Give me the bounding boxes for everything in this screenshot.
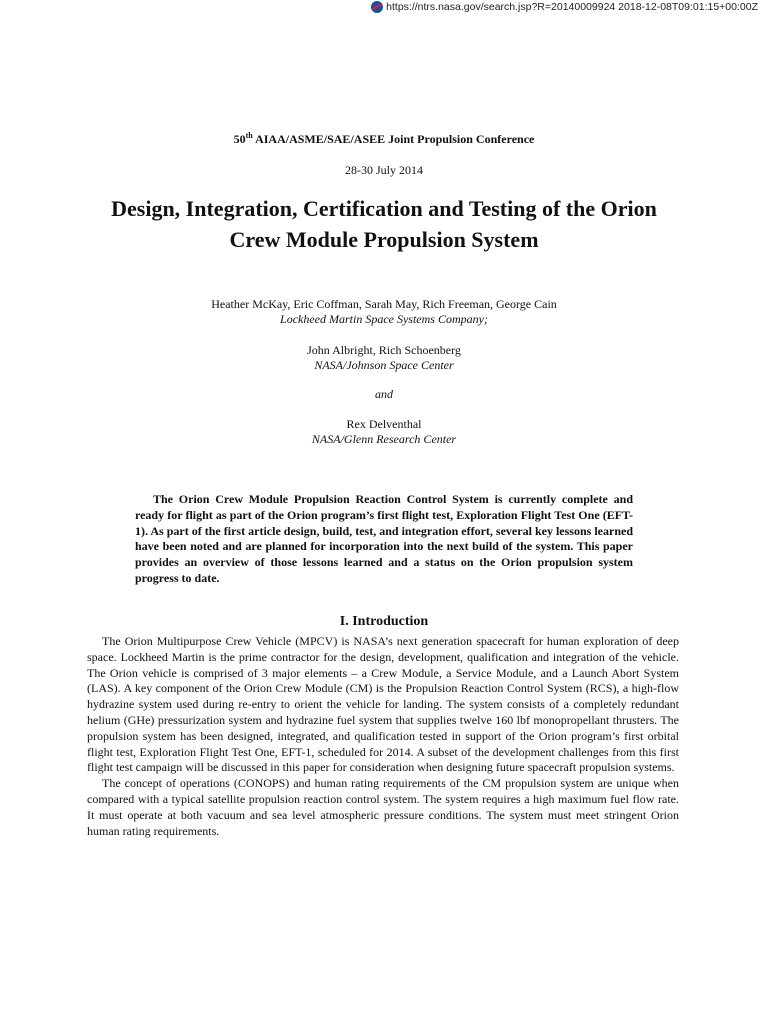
conference-name xyxy=(0,131,768,147)
section-body xyxy=(87,634,679,839)
paper-title-line-2: Crew Module Propulsion System xyxy=(229,227,539,252)
author-affiliation: NASA/Johnson Space Center xyxy=(314,358,454,372)
paper-title xyxy=(60,193,708,255)
author-affiliation: Lockheed Martin Space Systems Company; xyxy=(280,312,488,326)
author-names: John Albright, Rich Schoenberg xyxy=(307,343,461,357)
and-separator: and xyxy=(375,387,393,401)
section-heading: I. Introduction xyxy=(339,614,429,629)
author-names: Rex Delventhal xyxy=(346,417,422,431)
nasa-logo-icon xyxy=(371,1,383,13)
author-names: Heather McKay, Eric Coffman, Sarah May, Rich Freeman, George Cain xyxy=(211,297,557,311)
abstract: The Orion Crew Module Propulsion Reaction Control System is currently complete and ready for flight as part of the Orion program’s first flight test, Exploration Flight Test One (EFT-1). As part of the first article design, build, test, and integration effort, several key lessons learned have been noted and are planned for incorporation into the next build of the system. This paper provides an overview of those lessons learned and a status on the Orion propulsion system progress to date. xyxy=(135,492,633,585)
source-url[interactable]: https://ntrs.nasa.gov/search.jsp?R=20140009924 2018-12-08T09:01:15+00:00Z xyxy=(386,1,758,13)
author-group-2 xyxy=(0,343,768,373)
conference-number-suffix: th xyxy=(245,131,253,140)
author-affiliation: NASA/Glenn Research Center xyxy=(311,432,457,446)
conference-title: AIAA/ASME/SAE/ASEE Joint Propulsion Conference xyxy=(252,132,535,146)
paper-title-line-1: Design, Integration, Certification and Testing of the Orion xyxy=(111,196,657,221)
conference-date: 28-30 July 2014 xyxy=(345,163,423,177)
author-group-3 xyxy=(0,417,768,447)
paragraph: The Orion Multipurpose Crew Vehicle (MPCV) is NASA’s next generation spacecraft for human exploration of deep space. Lockheed Martin is the prime contractor for the design, development, qualification and integration of the vehicle. The Orion vehicle is comprised of 3 major elements – a Crew Module, a Service Module, and a Launch Abort System (LAS). A key component of the Orion Crew Module (CM) is the Propulsion Reaction Control System (RCS), a high-flow hydrazine system used during re-entry to orient the vehicle for landing. The system consists of a completely redundant helium (GHe) pressurization system and hydrazine fuel system that supplies twelve 160 lbf monopropellant thrusters. The propulsion system has been designed, integrated, and qualification tested in support of the Orion program’s first orbital flight test, Exploration Flight Test One, EFT-1, scheduled for 2014. A subset of the development challenges from this first flight test campaign will be discussed in this paper for consideration when designing future spacecraft propulsion systems. xyxy=(87,634,679,775)
source-banner xyxy=(371,0,758,14)
author-group-1 xyxy=(0,297,768,327)
conference-number: 50 xyxy=(233,132,246,146)
paragraph: The concept of operations (CONOPS) and human rating requirements of the CM propulsion system are unique when compared with a typical satellite propulsion reaction control system. The system requires a high maximum fuel flow rate. It must operate at both vacuum and sea level atmospheric pressure conditions. The system must meet stringent Orion human rating requirements. xyxy=(87,776,679,838)
